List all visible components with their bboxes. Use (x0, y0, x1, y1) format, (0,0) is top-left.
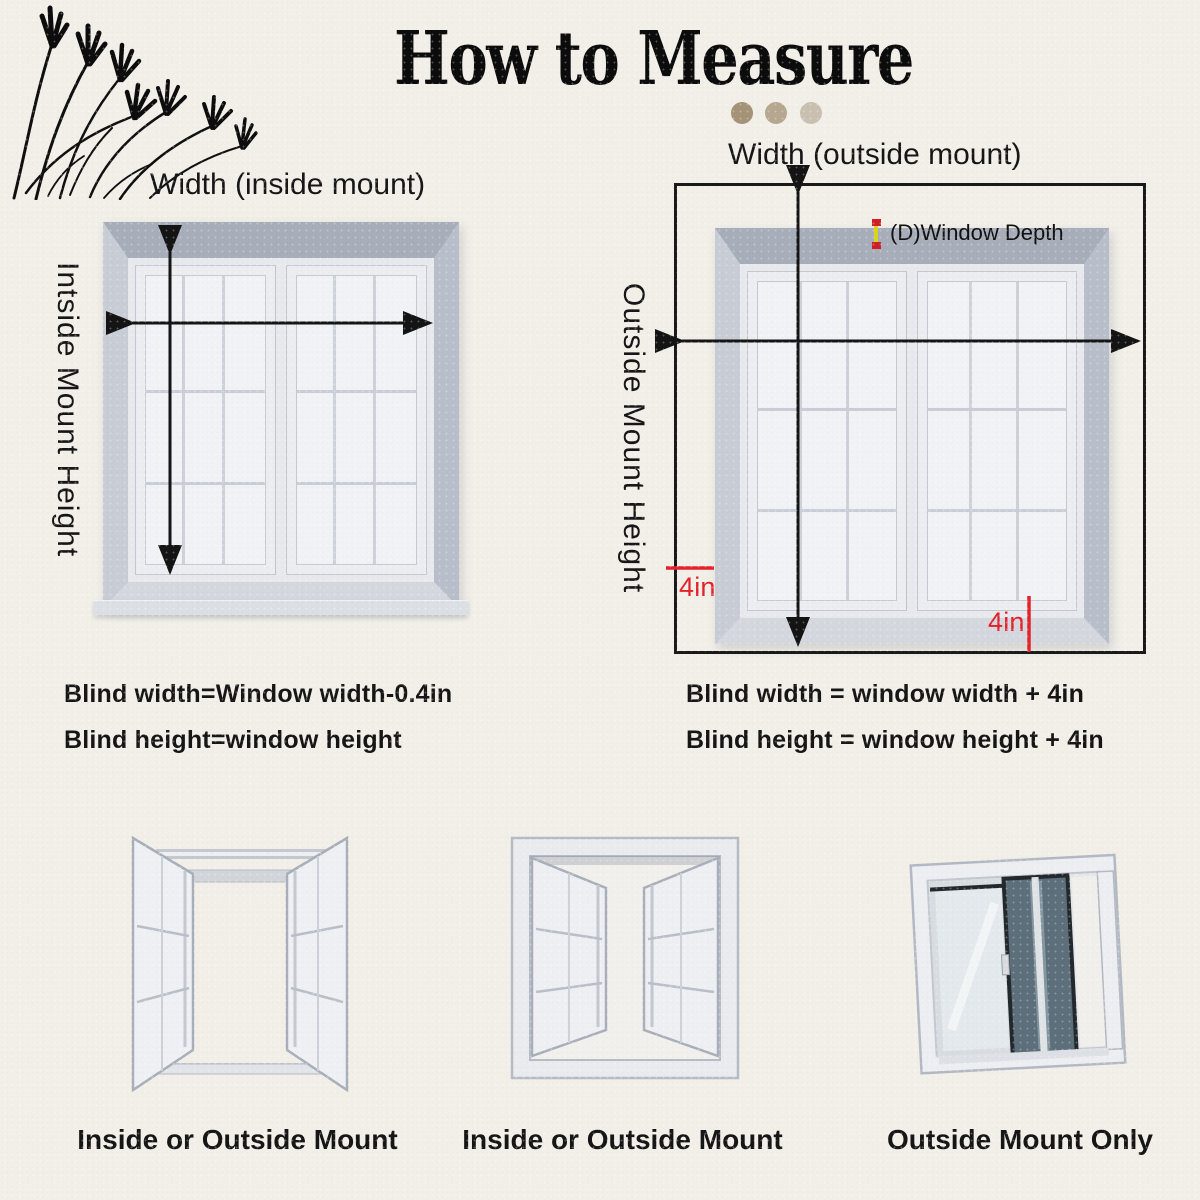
outside-formula-width: Blind width = window width + 4in (686, 680, 1085, 708)
caption-slider: Outside Mount Only (887, 1124, 1153, 1155)
page-title: How to Measure (394, 16, 913, 102)
title-accent-dots (731, 102, 830, 129)
example-window-slider (890, 828, 1150, 1100)
inside-formula-width: Blind width=Window width-0.4in (64, 680, 453, 708)
sash-open-left (133, 838, 193, 1090)
inside-height-label: Intside Mount Height (51, 262, 84, 558)
inside-formula-height: Blind height=window height (64, 726, 402, 754)
window-mullion (906, 272, 918, 610)
accent-dot-3 (800, 102, 822, 124)
window-inside-mount (103, 222, 459, 608)
window-inner-frame (128, 258, 434, 582)
offset-4in-bottom: 4in (988, 607, 1025, 637)
caption-open-outward: Inside or Outside Mount (77, 1124, 398, 1155)
caption-open-inward: Inside or Outside Mount (462, 1124, 783, 1155)
inside-width-label: Width (inside mount) (150, 168, 426, 201)
offset-4in-left: 4in (679, 572, 716, 602)
window-frame-bevel (715, 228, 1109, 644)
window-outside-mount (715, 228, 1109, 644)
accent-dot-2 (765, 102, 787, 124)
outside-height-label: Outside Mount Height (617, 283, 650, 594)
outside-formula-height: Blind height = window height + 4in (686, 726, 1104, 754)
example-window-open-outward (95, 818, 385, 1103)
sash-open-right (644, 858, 718, 1056)
window-sash-left (136, 266, 275, 574)
window-sash-left (748, 272, 906, 610)
window-depth-label: (D)Window Depth (890, 220, 1064, 245)
grass-plumes (42, 8, 256, 148)
outside-width-label: Width (outside mount) (728, 138, 1022, 171)
example-window-open-inward (480, 822, 770, 1104)
slider-sliding-pane (998, 875, 1077, 1054)
window-frame-bevel (103, 222, 459, 608)
window-sill (94, 600, 468, 615)
window-mullion (275, 266, 287, 574)
window-inner-frame (740, 264, 1084, 618)
window-sash-right (918, 272, 1076, 610)
sash-open-left (532, 858, 606, 1056)
accent-dot-1 (731, 102, 753, 124)
sash-open-right (287, 838, 347, 1090)
window-sash-right (287, 266, 426, 574)
